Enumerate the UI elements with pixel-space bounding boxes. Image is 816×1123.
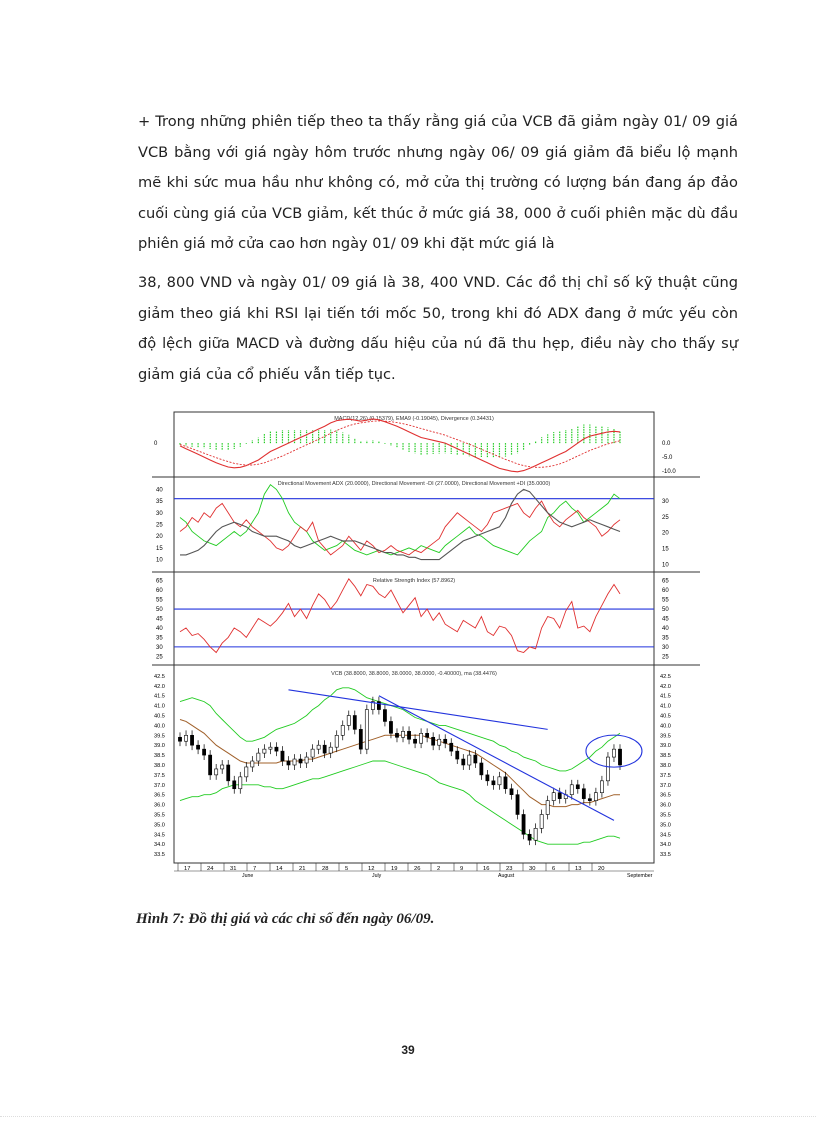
candle-body — [359, 729, 362, 749]
price-right-tick: 41.0 — [660, 703, 671, 710]
candle-body — [311, 749, 314, 757]
candle-body — [329, 747, 332, 753]
dmi-left-tick: 20 — [156, 534, 163, 541]
dmi-right-tick: 25 — [662, 514, 669, 521]
candle-body — [594, 793, 597, 801]
month-label: July — [372, 873, 382, 879]
rsi-right-tick: 50 — [662, 607, 669, 614]
price-right-tick: 38.0 — [660, 762, 671, 769]
candle-body — [492, 781, 495, 785]
x-tick-label: 13 — [575, 866, 582, 872]
x-tick-label: 7 — [253, 866, 257, 872]
candle-body — [215, 769, 218, 775]
figure-caption: Hình 7: Đồ thị giá và các chỉ số đến ngày 06/09. — [136, 911, 435, 927]
price-right-tick: 39.0 — [660, 743, 671, 750]
candle-body — [419, 733, 422, 743]
rsi-left-tick: 65 — [156, 578, 163, 585]
rsi-left-tick: 45 — [156, 616, 163, 623]
page-number: 39 — [401, 1043, 415, 1057]
price-left-tick: 41.0 — [154, 703, 165, 710]
candle-body — [287, 761, 290, 765]
candle-body — [618, 749, 621, 765]
price-left-tick: 36.5 — [154, 792, 165, 799]
price-right-tick: 40.0 — [660, 723, 671, 730]
rsi-right-tick: 65 — [662, 578, 669, 585]
price-left-tick: 35.5 — [154, 812, 165, 819]
x-tick-label: 26 — [414, 866, 421, 872]
candle-body — [257, 753, 260, 761]
x-tick-label: 31 — [230, 866, 237, 872]
candle-body — [305, 757, 308, 763]
dmi-right-tick: 10 — [662, 562, 669, 569]
x-tick-label: 16 — [483, 866, 490, 872]
price-left-tick: 39.5 — [154, 733, 165, 740]
candle-body — [606, 757, 609, 781]
candle-body — [190, 735, 193, 745]
panel-title-dmi: Directional Movement ADX (20.0000), Directional Movement -DI (27.0000), Directional Movement +DI (35.0000) — [277, 481, 551, 487]
paragraph-2: 38, 800 VND và ngày 01/ 09 giá là 38, 400 VND. Các đồ thị chỉ số kỹ thuật cũng giảm theo giá khi RSI lại tiến tới mốc 50, trong khi đó ADX đang ở mức yếu còn độ lệch giữa MACD và đường dấu hiệu của nú đã thu hẹp, điều này cho thấy sự giảm giá của cổ phiếu vẫn tiếp tục. — [138, 274, 738, 383]
candle-body — [317, 745, 320, 749]
x-tick-label: 23 — [506, 866, 513, 872]
rsi-left-tick: 50 — [156, 607, 163, 614]
rsi-left-tick: 35 — [156, 635, 163, 642]
candle-body — [245, 767, 248, 777]
candle-body — [184, 735, 187, 741]
candle-body — [227, 765, 230, 781]
macd-right-tick: -10.0 — [662, 469, 676, 476]
macd-right-tick: 0.0 — [662, 441, 671, 448]
price-left-tick: 36.0 — [154, 802, 165, 809]
price-left-tick: 35.0 — [154, 822, 165, 829]
panel-title-rsi: Relative Strength Index (57.8962) — [372, 578, 456, 584]
dmi-right-tick: 30 — [662, 499, 669, 506]
price-left-tick: 42.5 — [154, 673, 165, 680]
candle-body — [504, 777, 507, 789]
panel-title-price: VCB (38.8000, 38.8000, 38.0000, 38.0000, -0.40000), ma (38.4476) — [331, 671, 497, 677]
candle-body — [221, 765, 224, 769]
candle-body — [522, 814, 525, 834]
dmi-left-tick: 35 — [156, 499, 163, 506]
candle-body — [468, 755, 471, 765]
candle-body — [263, 749, 266, 753]
candle-body — [552, 793, 555, 801]
price-right-tick: 38.5 — [660, 753, 671, 760]
price-left-tick: 37.0 — [154, 782, 165, 789]
candle-body — [293, 759, 296, 765]
price-right-tick: 34.5 — [660, 832, 671, 839]
price-right-tick: 36.0 — [660, 802, 671, 809]
rsi-left-tick: 30 — [156, 644, 163, 651]
price-left-tick: 40.0 — [154, 723, 165, 730]
candle-body — [540, 814, 543, 828]
candle-body — [516, 795, 519, 815]
x-tick-label: 19 — [391, 866, 398, 872]
month-label: June — [242, 873, 254, 879]
candle-body — [269, 747, 272, 749]
candle-body — [612, 749, 615, 757]
x-tick-label: 17 — [184, 866, 191, 872]
candle-body — [474, 755, 477, 763]
candle-body — [480, 763, 483, 775]
technical-chart — [152, 407, 700, 889]
dmi-left-tick: 30 — [156, 510, 163, 517]
rsi-right-tick: 55 — [662, 597, 669, 604]
price-right-tick: 35.0 — [660, 822, 671, 829]
candle-body — [401, 731, 404, 737]
price-right-tick: 42.5 — [660, 673, 671, 680]
candle-body — [203, 749, 206, 755]
price-right-tick: 34.0 — [660, 842, 671, 849]
candle-body — [486, 775, 489, 781]
price-left-tick: 37.5 — [154, 772, 165, 779]
candle-body — [456, 751, 459, 759]
month-label: August — [498, 873, 515, 879]
price-right-tick: 42.0 — [660, 683, 671, 690]
candle-body — [196, 745, 199, 749]
x-tick-label: 14 — [276, 866, 283, 872]
x-tick-label: 21 — [299, 866, 306, 872]
candle-body — [275, 747, 278, 751]
macd-right-tick: -5.0 — [662, 455, 673, 462]
x-tick-label: 20 — [598, 866, 605, 872]
macd-left-tick: 0 — [154, 441, 158, 448]
candle-body — [377, 702, 380, 710]
rsi-right-tick: 40 — [662, 625, 669, 632]
candle-body — [450, 743, 453, 751]
rsi-right-tick: 35 — [662, 635, 669, 642]
price-left-tick: 38.0 — [154, 762, 165, 769]
rsi-left-tick: 55 — [156, 597, 163, 604]
candle-body — [341, 725, 344, 735]
candle-body — [239, 777, 242, 789]
candle-body — [444, 739, 447, 743]
rsi-left-tick: 25 — [156, 654, 163, 661]
candle-body — [498, 777, 501, 785]
candle-body — [251, 761, 254, 767]
price-left-tick: 41.5 — [154, 693, 165, 700]
candle-body — [299, 759, 302, 763]
price-right-tick: 37.5 — [660, 772, 671, 779]
candle-body — [570, 785, 573, 795]
price-left-tick: 39.0 — [154, 743, 165, 750]
candle-body — [426, 733, 429, 737]
paragraph-1: + Trong những phiên tiếp theo ta thấy rằng giá của VCB đã giảm ngày 01/ 09 giá VCB bằng với giá ngày hôm trước nhưng ngày 06/ 09 giá giảm đã biểu lộ mạnh mẽ khi sức mua hầu như không có, mở cửa thị trường có lượng bán đang áp đảo cuối cùng giá của VCB giảm, kết thúc ở mức giá 38, 000 ở cuối phiên mặc dù đầu phiên giá mở cửa cao hơn ngày 01/ 09 khi đặt mức giá là — [138, 113, 738, 252]
price-right-tick: 37.0 — [660, 782, 671, 789]
month-label: September — [627, 873, 653, 879]
candle-body — [510, 789, 513, 795]
candle-body — [178, 737, 181, 741]
rsi-right-tick: 45 — [662, 616, 669, 623]
candle-body — [576, 785, 579, 789]
price-right-tick: 40.5 — [660, 713, 671, 720]
price-right-tick: 39.5 — [660, 733, 671, 740]
candle-body — [281, 751, 284, 761]
price-right-tick: 36.5 — [660, 792, 671, 799]
x-tick-label: 2 — [437, 866, 441, 872]
dmi-left-tick: 25 — [156, 522, 163, 529]
price-right-tick: 35.5 — [660, 812, 671, 819]
candle-body — [600, 781, 603, 793]
candle-body — [353, 716, 356, 730]
candle-body — [323, 745, 326, 753]
rsi-right-tick: 25 — [662, 654, 669, 661]
x-tick-label: 30 — [529, 866, 536, 872]
candle-body — [383, 710, 386, 722]
rsi-right-tick: 30 — [662, 644, 669, 651]
price-left-tick: 40.5 — [154, 713, 165, 720]
candle-body — [365, 710, 368, 750]
candle-body — [438, 739, 441, 745]
rsi-left-tick: 60 — [156, 588, 163, 595]
rsi-left-tick: 40 — [156, 625, 163, 632]
x-tick-label: 28 — [322, 866, 329, 872]
footer-rule — [0, 1116, 816, 1117]
price-left-tick: 34.0 — [154, 842, 165, 849]
dmi-left-tick: 10 — [156, 557, 163, 564]
candle-body — [534, 828, 537, 840]
price-left-tick: 33.5 — [154, 852, 165, 859]
candle-body — [582, 789, 585, 799]
candle-body — [233, 781, 236, 789]
candle-body — [413, 739, 416, 743]
dmi-right-tick: 15 — [662, 546, 669, 553]
price-right-tick: 33.5 — [660, 852, 671, 859]
price-right-tick: 41.5 — [660, 693, 671, 700]
price-left-tick: 38.5 — [154, 753, 165, 760]
candle-body — [528, 834, 531, 840]
dmi-left-tick: 40 — [156, 487, 163, 494]
candle-body — [588, 799, 591, 801]
candle-body — [462, 759, 465, 765]
x-tick-label: 12 — [368, 866, 375, 872]
panel-title-macd: MACD(12,26) (0.15379), EMA9 (-0.19045), Divergence (0.34431) — [334, 416, 494, 422]
x-tick-label: 5 — [345, 866, 349, 872]
dmi-left-tick: 15 — [156, 545, 163, 552]
dmi-right-tick: 20 — [662, 530, 669, 537]
candle-body — [395, 733, 398, 737]
candle-body — [546, 801, 549, 815]
price-left-tick: 42.0 — [154, 683, 165, 690]
rsi-right-tick: 60 — [662, 588, 669, 595]
x-tick-label: 9 — [460, 866, 464, 872]
candle-body — [407, 731, 410, 739]
x-tick-label: 6 — [552, 866, 556, 872]
price-left-tick: 34.5 — [154, 832, 165, 839]
candle-body — [389, 721, 392, 733]
candle-body — [335, 735, 338, 747]
candle-body — [347, 716, 350, 726]
candle-body — [209, 755, 212, 775]
x-tick-label: 24 — [207, 866, 214, 872]
candle-body — [558, 793, 561, 799]
candle-body — [432, 737, 435, 745]
